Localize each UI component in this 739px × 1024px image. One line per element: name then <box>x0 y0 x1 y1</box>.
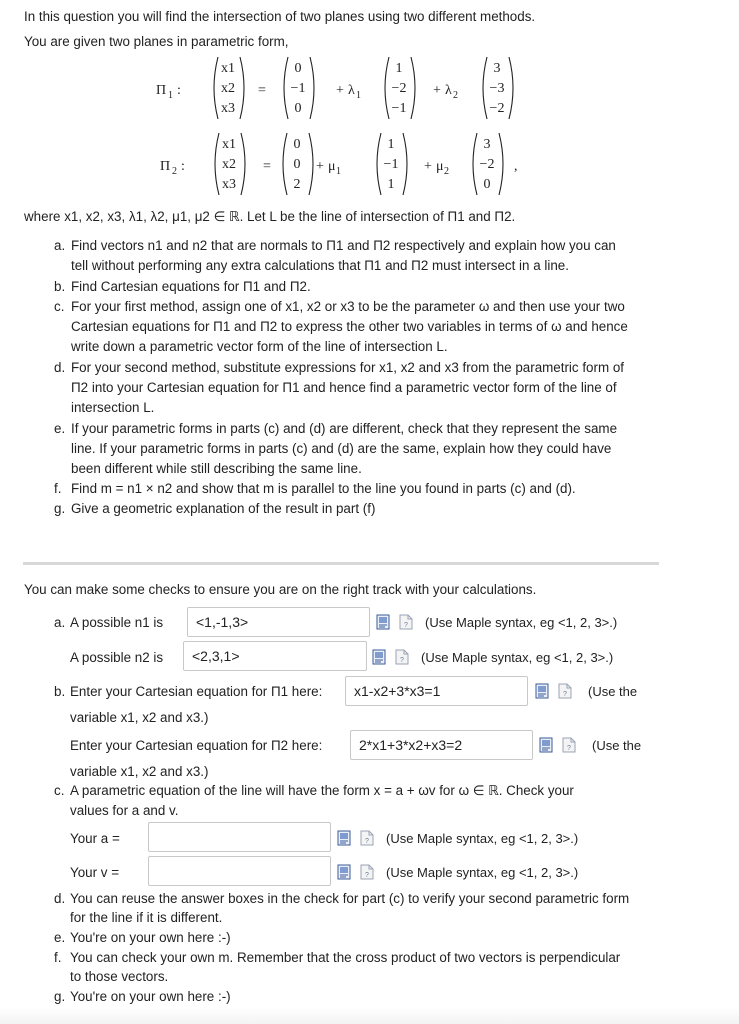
question-label: b. <box>54 279 66 294</box>
matrix-bracket <box>483 57 487 119</box>
question-label: g. <box>54 501 66 516</box>
check-f-line-1: You can check your own m. Remember that the cross product of two vectors is perpendicular <box>70 950 621 965</box>
check-a-label: a. <box>54 615 66 630</box>
pi2-eq-label: Enter your Cartesian equation for Π2 here: <box>70 738 323 753</box>
x-entry: x2 <box>221 81 235 96</box>
check-e-text: You're on your own here :-) <box>70 930 231 945</box>
check-c-label: c. <box>54 783 65 798</box>
help-document-icon[interactable] <box>360 830 374 846</box>
intro-line-1: In this question you will find the intersection of two planes using two different methods. <box>24 9 536 24</box>
question-line: write down a parametric vector form of the line of intersection L. <box>71 339 448 354</box>
plane-subscript: 2 <box>172 166 177 177</box>
check-f-line-2: to those vectors. <box>70 969 169 984</box>
matrix-entry: 3 <box>493 61 501 76</box>
matrix-bracket <box>309 133 313 195</box>
question-line: Π2 into your Cartesian equation for Π1 and hence find a parametric vector form of the line of <box>71 380 617 395</box>
question-line: Cartesian equations for Π1 and Π2 to express the other two variables in terms of ω and hence <box>71 319 628 334</box>
matrix-bracket <box>284 57 288 119</box>
where-text: where x1, x2, x3, λ1, λ2, μ1, μ2 ∈ ℝ. Let L be the line of intersection of Π1 and Π2. <box>24 209 516 224</box>
intro-line-2: You are given two planes in parametric form, <box>24 34 289 49</box>
param-symbol: μ <box>328 159 336 174</box>
plus-sign: + <box>433 83 441 98</box>
x-entry: x2 <box>222 157 236 172</box>
question-line: For your first method, assign one of x1, x2 or x3 to be the parameter ω and then use your two <box>71 299 625 314</box>
question-line: Find Cartesian equations for Π1 and Π2. <box>71 279 311 294</box>
question-line: If your parametric forms in parts (c) and (d) are different, check that they represent the same <box>71 421 618 436</box>
preview-icon[interactable] <box>376 614 390 630</box>
help-document-icon[interactable] <box>558 683 572 699</box>
svg-text:?: ? <box>567 745 571 752</box>
x-entry: x3 <box>221 101 235 116</box>
x-entry: x1 <box>222 137 236 152</box>
check-b-label: b. <box>54 684 66 699</box>
question-line: line. If your parametric forms in parts (c) and (d) are the same, explain how they could have <box>71 441 612 456</box>
matrix-entry: 0 <box>293 137 301 152</box>
pi2-eq-input[interactable]: 2*x1+3*x2+x3=2 <box>350 730 533 760</box>
pi1-eq-label: Enter your Cartesian equation for Π1 here: <box>70 684 323 699</box>
matrix-entry: 1 <box>395 61 403 76</box>
x-entry: x1 <box>221 61 235 76</box>
matrix-bracket <box>377 133 381 195</box>
v-field-label: Your v = <box>70 865 120 880</box>
matrix-bracket <box>473 133 477 195</box>
colon: : <box>181 159 185 174</box>
preview-icon[interactable] <box>337 864 351 880</box>
preview-icon[interactable] <box>539 737 553 753</box>
check-g-label: g. <box>54 989 66 1004</box>
x-entry: x3 <box>222 177 236 192</box>
n1-input[interactable]: <1,-1,3> <box>187 607 370 637</box>
svg-text:?: ? <box>400 657 404 664</box>
n2-label: A possible n2 is <box>70 650 164 665</box>
question-line: intersection L. <box>71 400 155 415</box>
equals-sign: = <box>263 159 271 174</box>
question-label: e. <box>54 421 66 436</box>
matrix-bracket <box>283 133 287 195</box>
check-e-label: e. <box>54 930 66 945</box>
question-line: Find m = n1 × n2 and show that m is parallel to the line you found in parts (c) and (d). <box>71 481 576 496</box>
preview-icon[interactable] <box>535 683 549 699</box>
help-document-icon[interactable] <box>395 649 409 665</box>
matrix-entry: −3 <box>489 81 505 96</box>
question-line: Give a geometric explanation of the result in part (f) <box>71 501 376 516</box>
matrix-entry: −1 <box>383 157 399 172</box>
plus-sign: + <box>336 83 344 98</box>
matrix-bracket <box>214 57 218 119</box>
matrix-bracket <box>215 133 219 195</box>
matrix-bracket <box>310 57 314 119</box>
question-label: c. <box>54 299 65 314</box>
where-line <box>24 209 515 225</box>
help-document-icon[interactable] <box>399 614 413 630</box>
check-c-line-1: A parametric equation of the line will have the form x = a + ωv for ω ∈ ℝ. Check your <box>70 783 574 798</box>
svg-text:?: ? <box>365 872 369 879</box>
matrix-entry: 0 <box>294 101 302 116</box>
a-field-label: Your a = <box>70 831 120 846</box>
svg-text:?: ? <box>563 691 567 698</box>
param-subscript: 2 <box>453 90 458 101</box>
n1-hint: (Use Maple syntax, eg <1, 2, 3>.) <box>425 615 618 630</box>
matrix-entry: 1 <box>387 137 395 152</box>
colon: : <box>177 83 181 98</box>
plane-label: Π <box>160 159 171 174</box>
param-symbol: μ <box>436 159 444 174</box>
equals-sign: = <box>258 83 266 98</box>
check-d-line-2: for the line if it is different. <box>70 910 223 925</box>
question-line: been different while still describing the same line. <box>71 461 362 476</box>
param-symbol: λ <box>445 83 452 98</box>
matrix-entry: 2 <box>293 177 301 192</box>
svg-text:?: ? <box>365 838 369 845</box>
plane-label: Π <box>156 83 167 98</box>
matrix-entry: 0 <box>293 157 301 172</box>
v-hint: (Use Maple syntax, eg <1, 2, 3>.) <box>386 865 579 880</box>
help-document-icon[interactable] <box>360 864 374 880</box>
check-c-line-2: values for a and v. <box>70 803 179 818</box>
check-d-label: d. <box>54 891 66 906</box>
plane-equations <box>0 55 739 205</box>
matrix-bracket <box>411 57 415 119</box>
matrix-bracket <box>509 57 513 119</box>
preview-icon[interactable] <box>337 830 351 846</box>
v-input[interactable] <box>148 856 331 886</box>
checks-intro: You can make some checks to ensure you are on the right track with your calculations. <box>24 582 537 597</box>
a-hint: (Use Maple syntax, eg <1, 2, 3>.) <box>386 831 579 846</box>
matrix-bracket <box>403 133 407 195</box>
question-line: Find vectors n1 and n2 that are normals to Π1 and Π2 respectively and explain how you can <box>71 238 616 253</box>
pi2-use-the: (Use the <box>592 738 642 753</box>
matrix-bracket <box>499 133 503 195</box>
question-line: For your second method, substitute expressions for x1, x2 and x3 from the parametric form of <box>71 360 624 375</box>
matrix-bracket <box>241 133 245 195</box>
pi1-eq-input[interactable]: x1-x2+3*x3=1 <box>345 676 528 706</box>
preview-icon[interactable] <box>372 649 386 665</box>
plus-sign: + <box>424 159 432 174</box>
matrix-entry: −1 <box>290 81 306 96</box>
pi2-variable-hint: variable x1, x2 and x3.) <box>70 764 209 779</box>
pi1-variable-hint: variable x1, x2 and x3.) <box>70 710 209 725</box>
param-subscript: 1 <box>356 90 361 101</box>
plus-sign: + <box>316 159 324 174</box>
check-f-label: f. <box>54 950 62 965</box>
param-subscript: 1 <box>336 166 341 177</box>
n2-hint: (Use Maple syntax, eg <1, 2, 3>.) <box>421 650 614 665</box>
n2-input[interactable]: <2,3,1> <box>183 641 367 671</box>
param-symbol: λ <box>348 83 355 98</box>
matrix-entry: 3 <box>483 137 491 152</box>
question-label: d. <box>54 360 66 375</box>
help-document-icon[interactable] <box>562 737 576 753</box>
section-divider <box>23 562 659 565</box>
matrix-entry: 1 <box>387 177 395 192</box>
plane-subscript: 1 <box>168 90 173 101</box>
pi1-use-the: (Use the <box>588 684 638 699</box>
matrix-bracket <box>240 57 244 119</box>
matrix-bracket <box>385 57 389 119</box>
matrix-entry: −2 <box>489 101 505 116</box>
trailing-comma: , <box>514 159 518 174</box>
matrix-entry: 0 <box>483 177 491 192</box>
question-label: a. <box>54 238 66 253</box>
n1-label: A possible n1 is <box>70 615 164 630</box>
question-line: tell without performing any extra calculations that Π1 and Π2 must intersect in a line. <box>71 258 569 273</box>
param-subscript: 2 <box>444 166 449 177</box>
bottom-edge <box>0 1008 739 1024</box>
svg-text:?: ? <box>404 622 408 629</box>
matrix-entry: −2 <box>479 157 495 172</box>
matrix-entry: −1 <box>391 101 407 116</box>
matrix-entry: 0 <box>294 61 302 76</box>
matrix-entry: −2 <box>391 81 407 96</box>
check-d-line-1: You can reuse the answer boxes in the check for part (c) to verify your second parametric form <box>70 891 630 906</box>
a-input[interactable] <box>148 822 331 852</box>
question-label: f. <box>54 481 62 496</box>
check-g-text: You're on your own here :-) <box>70 989 231 1004</box>
